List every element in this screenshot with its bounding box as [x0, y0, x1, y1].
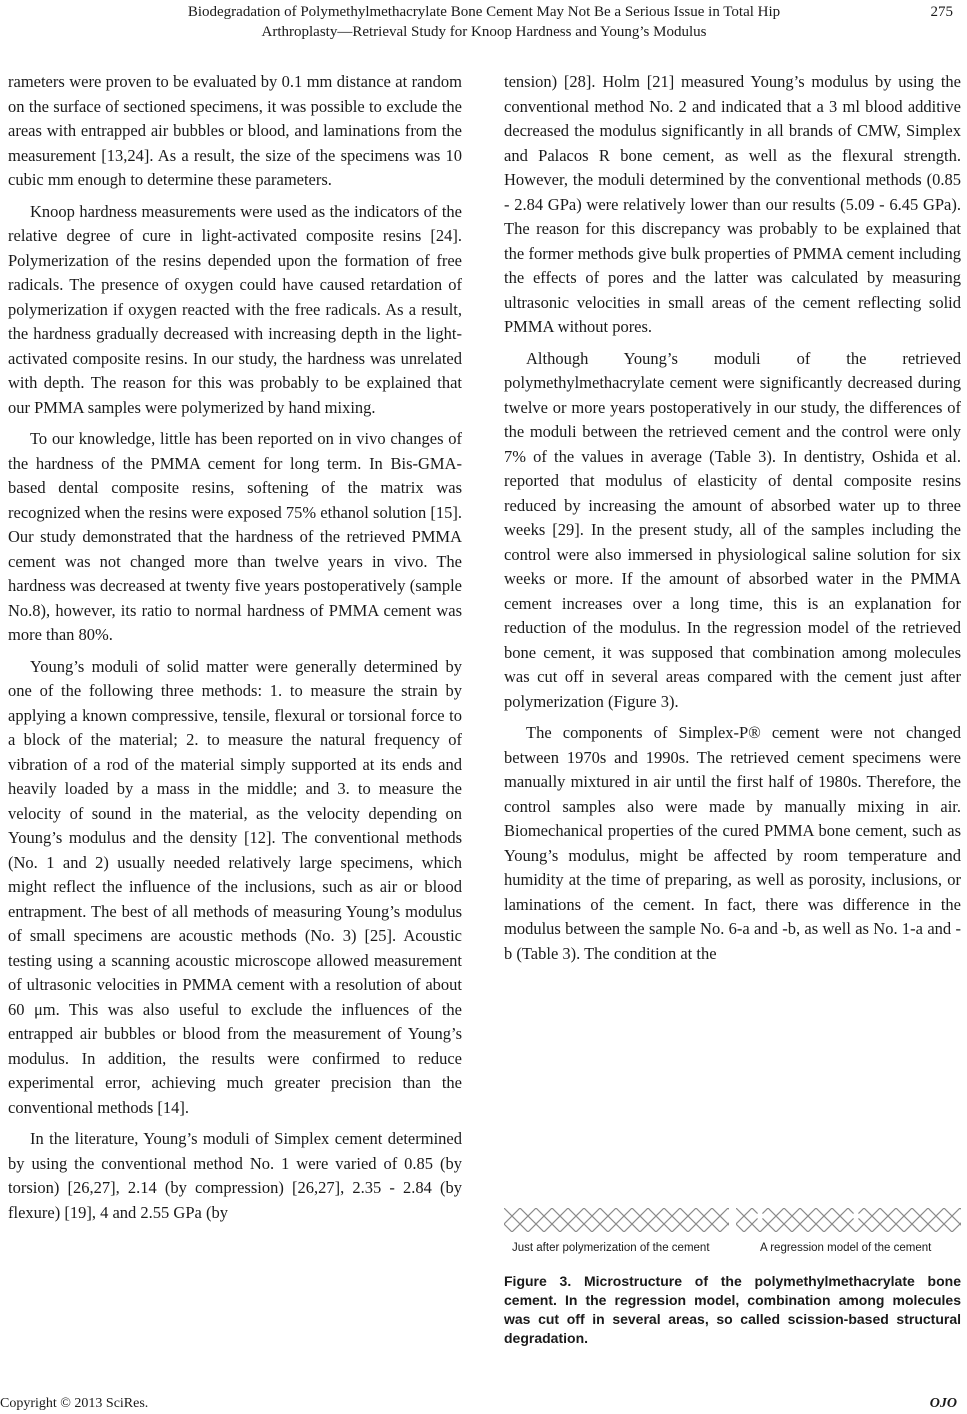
crosshatch-intact-image	[504, 1208, 729, 1232]
left-column	[8, 70, 462, 1232]
figure-label-right: A regression model of the cement	[760, 1242, 932, 1254]
right-column	[504, 70, 961, 973]
page-number: 275	[930, 4, 953, 20]
paragraph: Knoop hardness measurements were used as the indicators of the relative degree of cure in light-activated composite resins [24]. Polymerization of the resins depended upon the formation of free radicals. The presence of oxygen could have caused retardation of polymerization if oxygen reacted with the free radicals. As a result, the hardness gradually decreased with increasing depth in the light-activated composite resins. In our study, the hardness was unrelated with depth. The reason for this was probably to be explained that our PMMA samples were polymerized by hand mixing.	[8, 201, 462, 417]
paragraph: Young’s moduli of solid matter were generally determined by one of the following three methods: 1. to measure the strain by applying a known compressive, tensile, flexural or torsional force to a block of the material; 2. to measure the natural frequency of vibration of a rod of the material simply supported at its ends and heavily loaded by a mass in the middle; and 3. to measure the velocity of sound in the material, as the velocity depending on Young’s modulus and the density [12]. The conventional methods (No. 1 and 2) usually needed relatively large specimens, which might reflect the influence of the inclusions, such as air or blood entrapment. The best of all methods of measuring Young’s modulus of small specimens are acoustic methods (No. 3) [25]. Acoustic testing using a scanning acoustic microscope allowed measurement of ultrasonic velocities in PMMA cement with a resolution of about 60 μm. This was also useful to exclude the influences of the entrapped air bubbles or blood from the measurement of Young’s modulus. In addition, the results were confirmed to reduce experimental error, achieving much greater precision than the conventional methods [14].	[8, 656, 462, 1117]
journal-abbreviation: OJO	[929, 1396, 957, 1411]
paragraph: rameters were proven to be evaluated by 0.1 mm distance at random on the surface of sectioned specimens, it was possible to exclude the areas with entrapped air bubbles or blood, and laminations from the measurement [13,24]. As a result, the size of the specimens was 10 cubic mm enough to determine these parameters.	[8, 72, 462, 189]
running-header	[0, 2, 967, 42]
page-footer	[0, 1396, 967, 1414]
paragraph: Although Young’s moduli of the retrieved polymethylmethacrylate cement were significantly decreased during twelve or more years postoperatively in our study, the differences of the moduli between the retrieved cement and the control were only 7% of the values in average (Table 3). In dentistry, Oshida et al. reported that modulus of elasticity of dental composite resins reduced by increasing the amount of absorbed water up to three weeks [29]. In the present study, all of the samples including the control were also immersed in physiological saline solution for six weeks or more. If the amount of absorbed water in the PMMA cement increases over a long time, this is an explanation for reduction of the modulus. In the regression model of the retrieved bone cement, it was supposed that combination among molecules was cut off in several areas compared with the cement just after polymerization (Figure 3).	[504, 348, 961, 711]
figure-labels	[504, 1242, 961, 1258]
figure-label-left: Just after polymerization of the cement	[512, 1242, 710, 1254]
running-title-line-2: Arthroplasty—Retrieval Study for Knoop Hardness and Young’s Modulus	[261, 24, 707, 40]
paragraph: tension) [28]. Holm [21] measured Young’s modulus by using the conventional method No. 2 and indicated that a 3 ml blood additive decreased the modulus significantly in all brands of CMW, Simplex and Palacos R bone cement, as well as the flexural strength. However, the moduli determined by the conventional methods (0.85 - 2.84 GPa) were relatively lower than our results (5.09 - 6.45 GPa). The reason for this discrepancy was probably to be explained that the former methods give bulk properties of PMMA cement including the effects of pores and the latter was calculated by measuring ultrasonic velocities in small areas of the cement reflecting solid PMMA without pores.	[504, 72, 961, 336]
running-title	[100, 2, 868, 42]
paragraph: To our knowledge, little has been reported on in vivo changes of the hardness of the PMMA cement for long term. In Bis-GMA-based dental composite resins, softening of the matrix was recognized when the resins were exposed 75% ethanol solution [15]. Our study demonstrated that the hardness of the retrieved PMMA cement was not changed more than twelve years in vivo. The hardness was decreased at twenty five years postoperatively (sample No.8), however, its ratio to normal hardness of PMMA cement was more than 80%.	[8, 429, 462, 644]
paragraph: The components of Simplex-P® cement were not changed between 1970s and 1990s. The retrieved cement specimens were manually mixtured in air until the first half of 1980s. Therefore, the control samples also were made by manually mixing in air. Biomechanical properties of the cured PMMA bone cement, such as Young’s modulus, might be affected by room temperature and humidity at the time of preparing, as well as porosity, inclusions, or laminations of the cement. In fact, there was difference in the modulus between the sample No. 6-a and -b, as well as No. 1-a and -b (Table 3). The condition at the	[504, 723, 961, 963]
running-title-line-1: Biodegradation of Polymethylmethacrylate Bone Cement May Not Be a Serious Issue in Total Hip	[187, 4, 781, 20]
copyright-notice: Copyright © 2013 SciRes.	[0, 1396, 149, 1411]
paragraph: In the literature, Young’s moduli of Simplex cement determined by using the conventional method No. 1 were varied of 0.85 (by torsion) [26,27], 2.14 (by compression) [26,27], 2.35 - 2.84 (by flexure) [19], 4 and 2.55 GPa (by	[8, 1129, 462, 1222]
crosshatch-degraded-image	[736, 1208, 961, 1232]
figure-caption: Figure 3. Microstructure of the polymethylmethacrylate bone cement. In the regression model, combination among molecules was cut off in several areas, so called scission-based structural degradation.	[504, 1273, 961, 1346]
